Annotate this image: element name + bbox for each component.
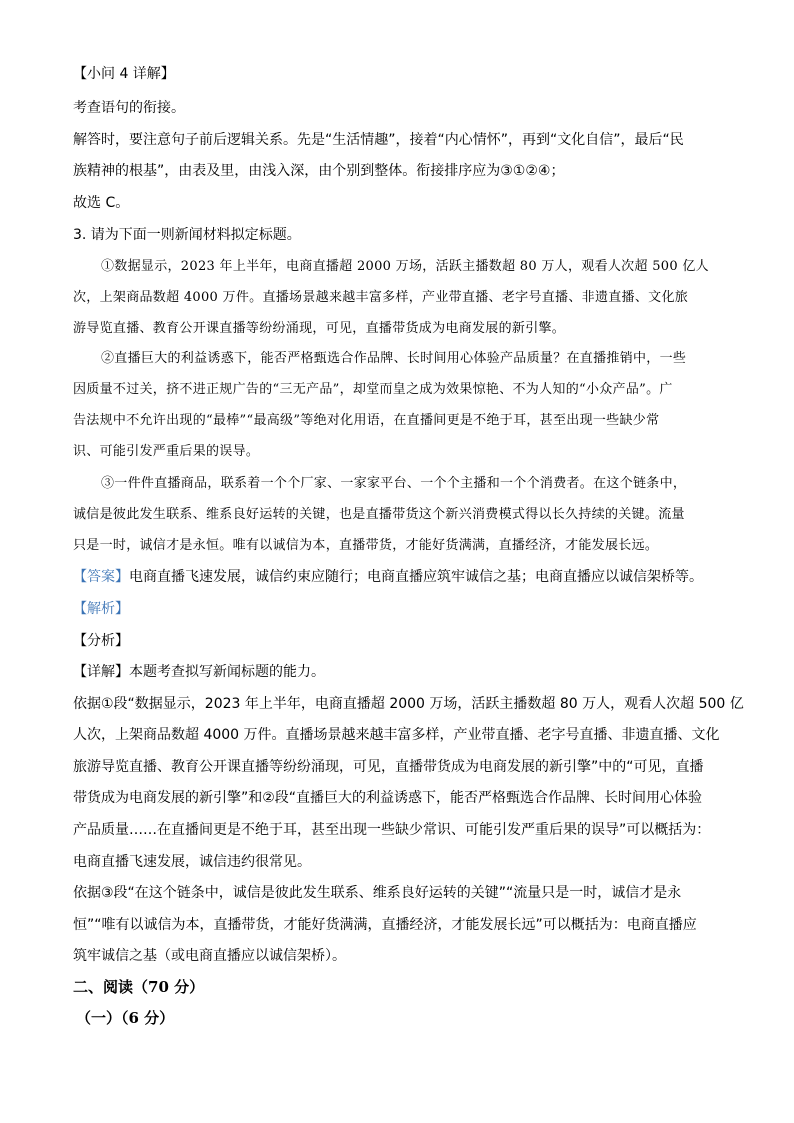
material-line: 只是一时，诚信才是永恒。唯有以诚信为本，直播带货，才能好货满满，直播经济，才能发展长远。 <box>73 538 659 553</box>
detail-line: 产品质量……在直播间更是不绝于耳，甚至出现一些缺少常识、可能引发严重后果的误导”可以概括为： <box>73 822 711 838</box>
detail-line: 旅游导览直播、教育公开课直播等纷纷涌现，可见，直播带货成为电商发展的新引擎”中的“可见，直播 <box>73 759 704 775</box>
detail-line: 人次，上架商品数超 4000 万件。直播场景越来越丰富多样，产业带直播、老字号直播、非遗直播、文化 <box>73 727 720 743</box>
answer-text: 电商直播飞速发展，诚信约束应随行；电商直播应筑牢诚信之基；电商直播应以诚信架桥等。 <box>129 569 703 585</box>
text-line: 族精神的根基”，由表及里，由浅入深，由个别到整体。衔接排序应为③①②④； <box>73 163 565 179</box>
material-line: 次，上架商品数超 4000 万件。直播场景越来越丰富多样，产业带直播、老字号直播、非遗直播、文化旅 <box>73 290 689 305</box>
fenxi-label: 【分析】 <box>73 633 129 649</box>
sub-heading: （一）（6 分） <box>76 1009 175 1027</box>
answer-line <box>73 567 703 587</box>
detail-line: 【详解】本题考查拟写新闻标题的能力。 <box>73 664 325 680</box>
material-line: 识、可能引发严重后果的误导。 <box>73 444 260 459</box>
text-line: 解答时，要注意句子前后逻辑关系。先是“生活情趣”，接着“内心情怀”，再到“文化自信”，最后“民 <box>73 132 684 148</box>
material-line: ②直播巨大的利益诱惑下，能否严格甄选合作品牌、长时间用心体验产品质量？在直播推销中，一些 <box>101 351 687 366</box>
question-3-prompt: 3. 请为下面一则新闻材料拟定标题。 <box>73 227 301 243</box>
detail-line: 依据③段“在这个链条中，诚信是彼此发生联系、维系良好运转的关键”“流量只是一时，诚信才是永 <box>73 885 682 901</box>
subquestion-heading: 【小问 4 详解】 <box>73 66 175 82</box>
analysis-label: 【解析】 <box>73 601 129 617</box>
detail-line: 恒”“唯有以诚信为本，直播带货，才能好货满满，直播经济，才能发展长远”可以概括为：电商直播应 <box>73 917 697 933</box>
material-line: ①数据显示，2023 年上半年，电商直播超 2000 万场，活跃主播数超 80 万人，观看人次超 500 亿人 <box>101 259 709 274</box>
material-line: 诚信是彼此发生联系、维系良好运转的关键，也是直播带货这个新兴消费模式得以长久持续的关键。流量 <box>73 507 685 522</box>
detail-line: 筑牢诚信之基（或电商直播应以诚信架桥）。 <box>73 948 346 964</box>
material-line: 因质量不过关，挤不进正规广告的“三无产品”，却堂而皇之成为效果惊艳、不为人知的“小众产品”。广 <box>73 382 673 397</box>
detail-line: 带货成为电商发展的新引擎”和②段“直播巨大的利益诱惑下，能否严格甄选合作品牌、长时间用心体验 <box>73 790 703 806</box>
text-line: 考查语句的衔接。 <box>73 100 185 116</box>
section-heading: 二、阅读（70 分） <box>73 978 205 996</box>
text-line: 故选 C。 <box>73 195 130 211</box>
material-line: 告法规中不允许出现的“最棒”“最高级”等绝对化用语，在直播间更是不绝于耳，甚至出现一些缺少常 <box>73 413 660 428</box>
material-line: 游导览直播、教育公开课直播等纷纷涌现，可见，直播带货成为电商发展的新引擎。 <box>73 321 566 336</box>
material-line: ③一件件直播商品，联系着一个个厂家、一家家平台、一个个主播和一个个消费者。在这个链条中， <box>101 476 687 491</box>
detail-line: 依据①段“数据显示，2023 年上半年，电商直播超 2000 万场，活跃主播数超 80 万人，观看人次超 500 亿 <box>73 696 744 712</box>
answer-label: 【答案】 <box>73 569 129 585</box>
detail-line: 电商直播飞速发展，诚信违约很常见。 <box>73 854 311 870</box>
